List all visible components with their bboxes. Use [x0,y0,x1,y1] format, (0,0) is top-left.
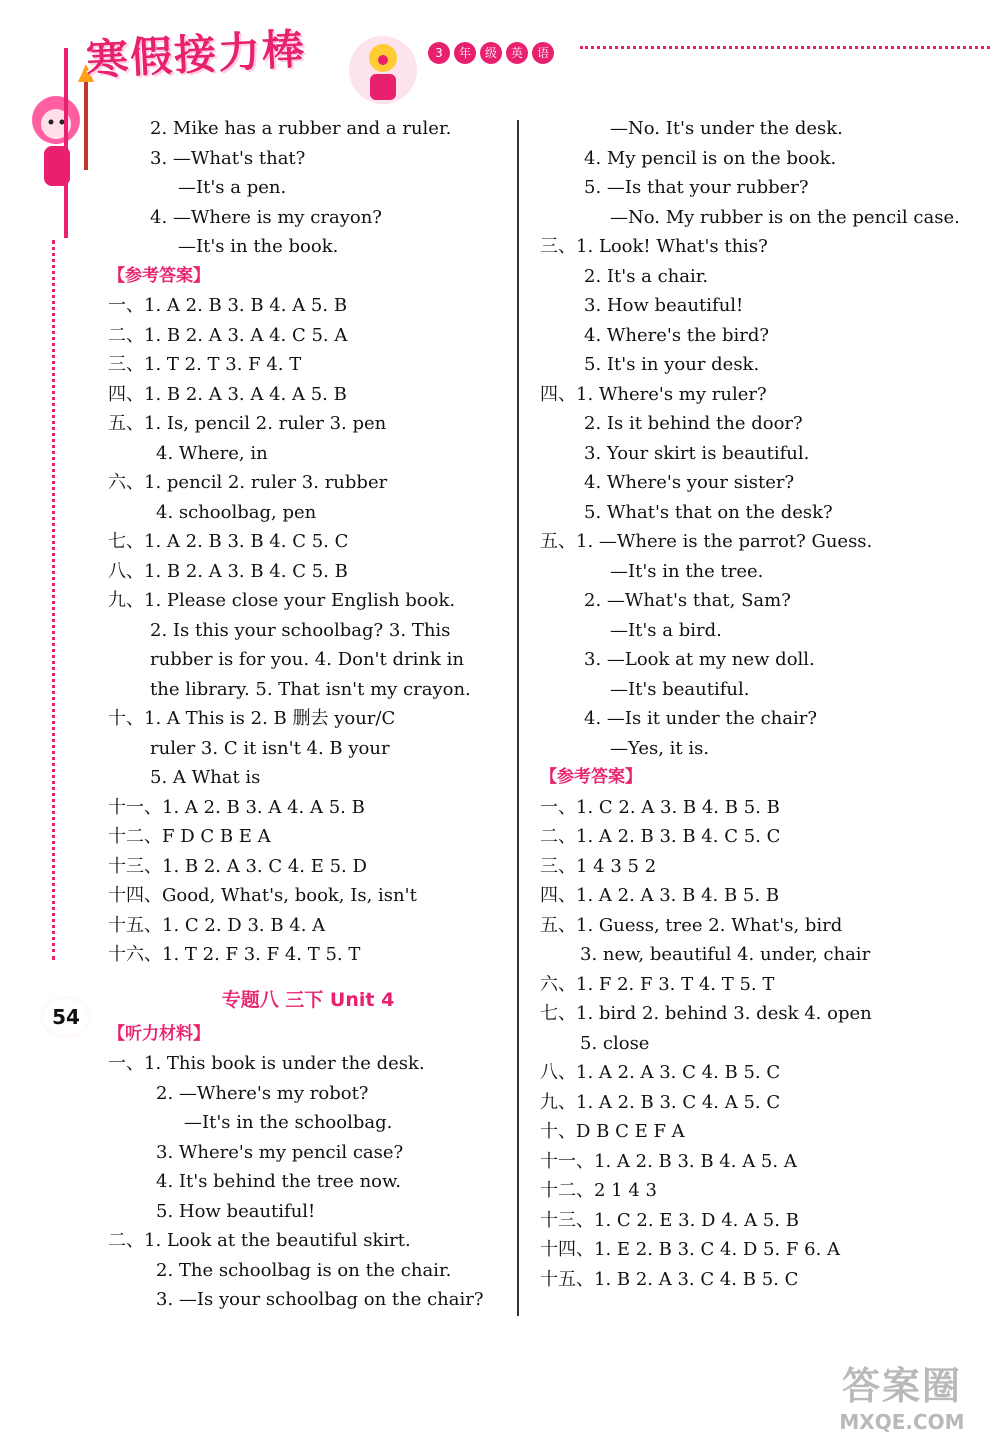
answer-line: 3. —What's that? [150,147,306,169]
badge: 级 [480,42,502,64]
answer-line: 七、1. A 2. B 3. B 4. C 5. C [108,531,349,552]
answer-line: 4. Where, in [156,442,268,464]
badge: 语 [532,42,554,64]
answer-line: 2. Is this your schoolbag? 3. This [150,619,451,641]
header-dotted-rule [580,46,990,49]
answer-line: 十四、Good, What's, book, Is, isn't [108,885,417,906]
margin-bar [64,48,68,238]
section-heading: 【参考答案】 [108,265,210,286]
answer-line: 九、1. A 2. B 3. C 4. A 5. C [540,1091,781,1113]
answer-line: 5. How beautiful! [156,1200,316,1222]
answer-line: —It's beautiful. [610,678,750,700]
section-heading: 【参考答案】 [540,767,642,787]
answer-line: 3. Where's my pencil case? [156,1141,404,1163]
answer-line: ruler 3. C it isn't 4. B your [150,737,390,759]
answer-line: 五、1. —Where is the parrot? Guess. [540,531,873,552]
answer-line: 十二、2 1 4 3 [540,1180,657,1201]
answer-line: 4. My pencil is on the book. [584,147,837,169]
answer-line: 八、1. A 2. A 3. C 4. B 5. C [540,1062,781,1083]
answer-line: 4. It's behind the tree now. [156,1171,401,1192]
answer-line: —It's a pen. [178,177,287,198]
page-number: 54 [40,996,92,1038]
margin-dotted-rule [52,240,55,960]
answer-line: 十三、1. C 2. E 3. D 4. A 5. B [540,1209,799,1231]
answer-line: 3. How beautiful! [584,295,744,316]
answer-line: 5. —Is that your rubber? [584,177,809,198]
badge: 3 [428,42,450,64]
answer-line: 4. —Is it under the chair? [584,708,817,729]
answer-line: 2. —Where's my robot? [156,1082,369,1104]
clown-icon [338,20,428,110]
answer-line: —It's in the schoolbag. [184,1112,393,1133]
mascot-icon [18,60,98,210]
answer-line: 六、1. pencil 2. ruler 3. rubber [108,472,388,493]
answer-line: 四、1. A 2. A 3. B 4. B 5. B [540,885,780,906]
answer-line: 十五、1. C 2. D 3. B 4. A [108,914,326,936]
answer-line: 五、1. Guess, tree 2. What's, bird [540,914,843,936]
answer-line: —No. It's under the desk. [610,118,843,139]
answer-line: —It's a bird. [610,619,722,641]
answer-line: 2. The schoolbag is on the chair. [156,1259,452,1281]
answer-line: 十三、1. B 2. A 3. C 4. E 5. D [108,855,367,877]
answer-line: 五、1. Is, pencil 2. ruler 3. pen [108,413,387,434]
section-heading: 【听力材料】 [108,1023,210,1044]
answer-line: 二、1. A 2. B 3. B 4. C 5. C [540,826,781,847]
left-column [108,114,508,1315]
answer-line: 三、1. Look! What's this? [540,236,768,257]
answer-line: 八、1. B 2. A 3. B 4. C 5. B [108,560,348,582]
answer-line: 2. It's a chair. [584,265,709,287]
answer-line: 5. close [580,1032,650,1054]
answer-line: 4. Where's the bird? [584,324,770,346]
column-divider [517,120,519,1316]
answer-line: 2. —What's that, Sam? [584,590,791,611]
right-column [540,114,960,1294]
answer-line: 4. —Where is my crayon? [150,206,382,228]
answer-line: 5. What's that on the desk? [584,501,833,523]
answer-line: 二、1. Look at the beautiful skirt. [108,1230,411,1251]
answer-line: 七、1. bird 2. behind 3. desk 4. open [540,1003,872,1024]
answer-line: 四、1. Where's my ruler? [540,383,767,405]
grade-badges [428,42,554,64]
answer-line: 十五、1. B 2. A 3. C 4. B 5. C [540,1268,799,1290]
answer-line: 十六、1. T 2. F 3. F 4. T 5. T [108,944,361,965]
answer-line: 三、1 4 3 5 2 [540,855,657,877]
answer-line: —No. My rubber is on the pencil case. [610,206,960,228]
answer-line: 4. Where's your sister? [584,472,795,493]
badge: 英 [506,42,528,64]
answer-line: 5. It's in your desk. [584,354,760,375]
answer-line: 一、1. This book is under the desk. [108,1053,425,1074]
answer-line: 十一、1. A 2. B 3. A 4. A 5. B [108,796,365,818]
answer-line: 十、1. A This is 2. B 删去 your/C [108,708,396,729]
answer-line: 三、1. T 2. T 3. F 4. T [108,354,302,375]
answer-line: 2. Mike has a rubber and a ruler. [150,118,452,139]
answer-line: 九、1. Please close your English book. [108,590,456,611]
answer-line: 3. new, beautiful 4. under, chair [580,944,871,965]
answer-line: 5. A What is [150,767,261,788]
answer-line: 二、1. B 2. A 3. A 4. C 5. A [108,324,348,346]
answer-line: rubber is for you. 4. Don't drink in [150,649,464,670]
answer-line: —It's in the tree. [610,560,764,582]
answer-line: —It's in the book. [178,236,339,257]
answer-line: 4. schoolbag, pen [156,501,317,523]
answer-line: 一、1. A 2. B 3. B 4. A 5. B [108,295,348,316]
banner-title: 寒假接力棒 [84,24,308,85]
answer-line: 十二、F D C B E A [108,826,271,847]
watermark [812,1363,992,1443]
answer-line: 十、D B C E F A [540,1121,685,1142]
answer-line: 2. Is it behind the door? [584,413,803,434]
answer-line: 四、1. B 2. A 3. A 4. A 5. B [108,383,347,405]
answer-line: 十四、1. E 2. B 3. C 4. D 5. F 6. A [540,1239,841,1260]
answer-line: —Yes, it is. [610,737,710,759]
answer-line: 十一、1. A 2. B 3. B 4. A 5. A [540,1150,797,1172]
answer-line: 3. Your skirt is beautiful. [584,442,810,464]
answer-line: 3. —Is your schoolbag on the chair? [156,1289,484,1310]
watermark-url: MXQE.COM [839,1410,965,1434]
watermark-text: 答案圈 [841,1364,962,1408]
header-banner [0,0,1000,120]
answer-line: 3. —Look at my new doll. [584,649,815,670]
topic-title: 专题八 三下 Unit 4 [221,988,395,1011]
answer-line: 一、1. C 2. A 3. B 4. B 5. B [540,796,780,818]
answer-line: 六、1. F 2. F 3. T 4. T 5. T [540,973,775,995]
badge: 年 [454,42,476,64]
answer-line: the library. 5. That isn't my crayon. [150,678,471,700]
